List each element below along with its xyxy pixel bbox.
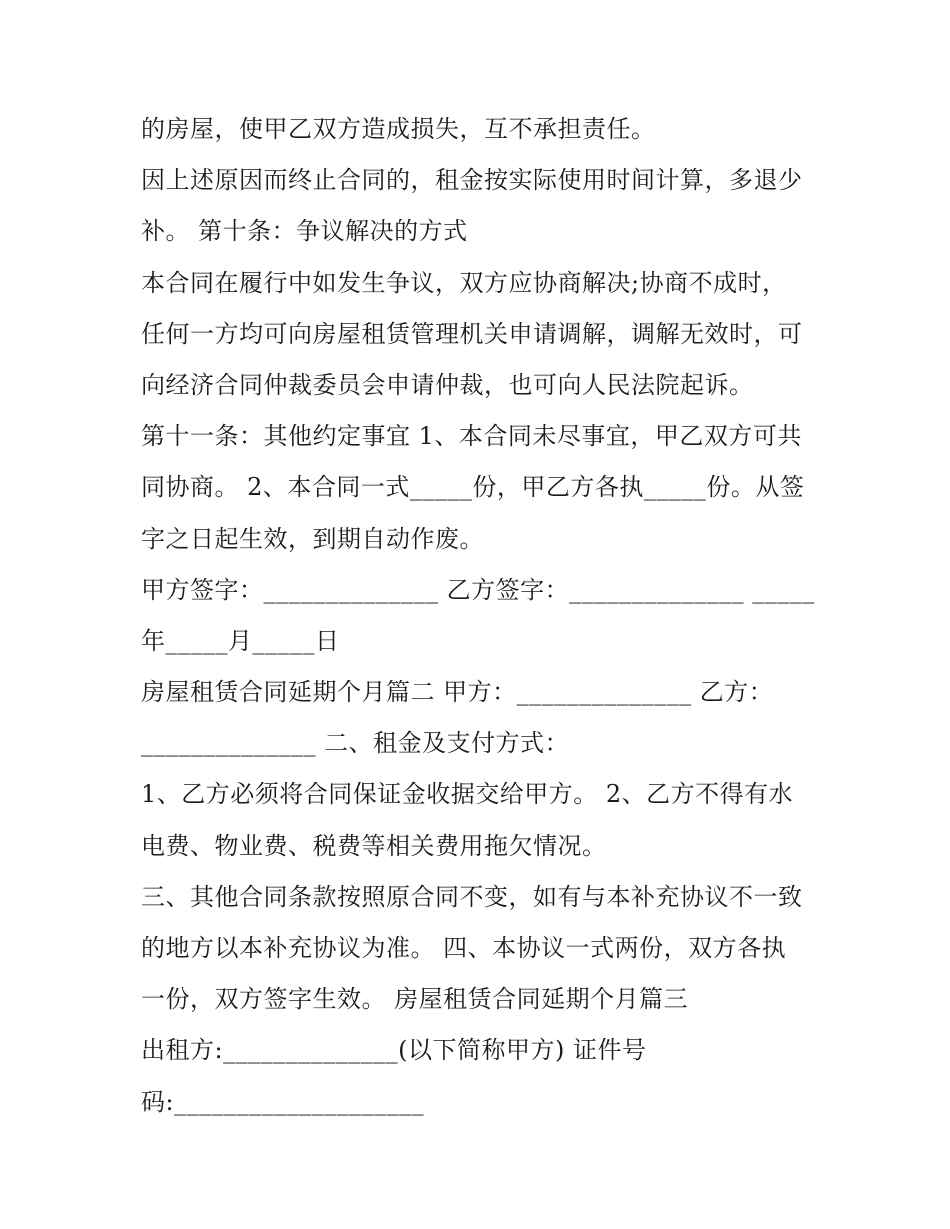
document-body — [141, 104, 821, 1128]
text-line: 字之日起生效，到期自动作废。 — [141, 524, 484, 553]
text-line: 任何一方均可向房屋租赁管理机关申请调解，调解无效时，可 — [141, 319, 803, 348]
text-line: 的地方以本补充协议为准。 四、本协议一式两份，双方各执 — [141, 934, 787, 962]
text-line: 补。 第十条：争议解决的方式 — [141, 217, 468, 246]
text-line: 1、乙方必须将合同保证金收据交给甲方。 2、乙方不得有水 — [141, 780, 794, 809]
text-line: 三、其他合同条款按照原合同不变，如有与本补充协议不一致 — [141, 882, 803, 911]
text-line: 码:____________________ — [141, 1087, 425, 1116]
text-line: 的房屋，使甲乙双方造成损失，互不承担责任。 — [141, 115, 656, 143]
text-line: 房屋租赁合同延期个月篇二 甲方：______________ 乙方： — [141, 678, 774, 707]
text-line: 同协商。 2、本合同一式_____份，甲乙方各执_____份。从签 — [141, 473, 805, 502]
text-line: 一份，双方签字生效。 房屋租赁合同延期个月篇三 — [141, 985, 689, 1014]
text-line: 向经济合同仲裁委员会申请仲裁，也可向人民法院起诉。 — [141, 370, 754, 399]
text-line: ______________ 二、租金及支付方式： — [141, 729, 570, 758]
text-line: 年_____月_____日 — [141, 626, 340, 655]
text-line: 本合同在履行中如发生争议，双方应协商解决;协商不成时， — [141, 268, 787, 297]
text-line: 出租方:______________(以下简称甲方) 证件号 — [141, 1036, 647, 1065]
text-line: 第十一条：其他约定事宜 1、本合同未尽事宜，甲乙双方可共 — [141, 422, 802, 451]
text-line: 因上述原因而终止合同的，租金按实际使用时间计算，多退少 — [141, 166, 803, 195]
text-line: 电费、物业费、税费等相关费用拖欠情况。 — [141, 831, 607, 860]
text-line: 甲方签字：______________ 乙方签字：______________ _____ — [141, 575, 815, 604]
